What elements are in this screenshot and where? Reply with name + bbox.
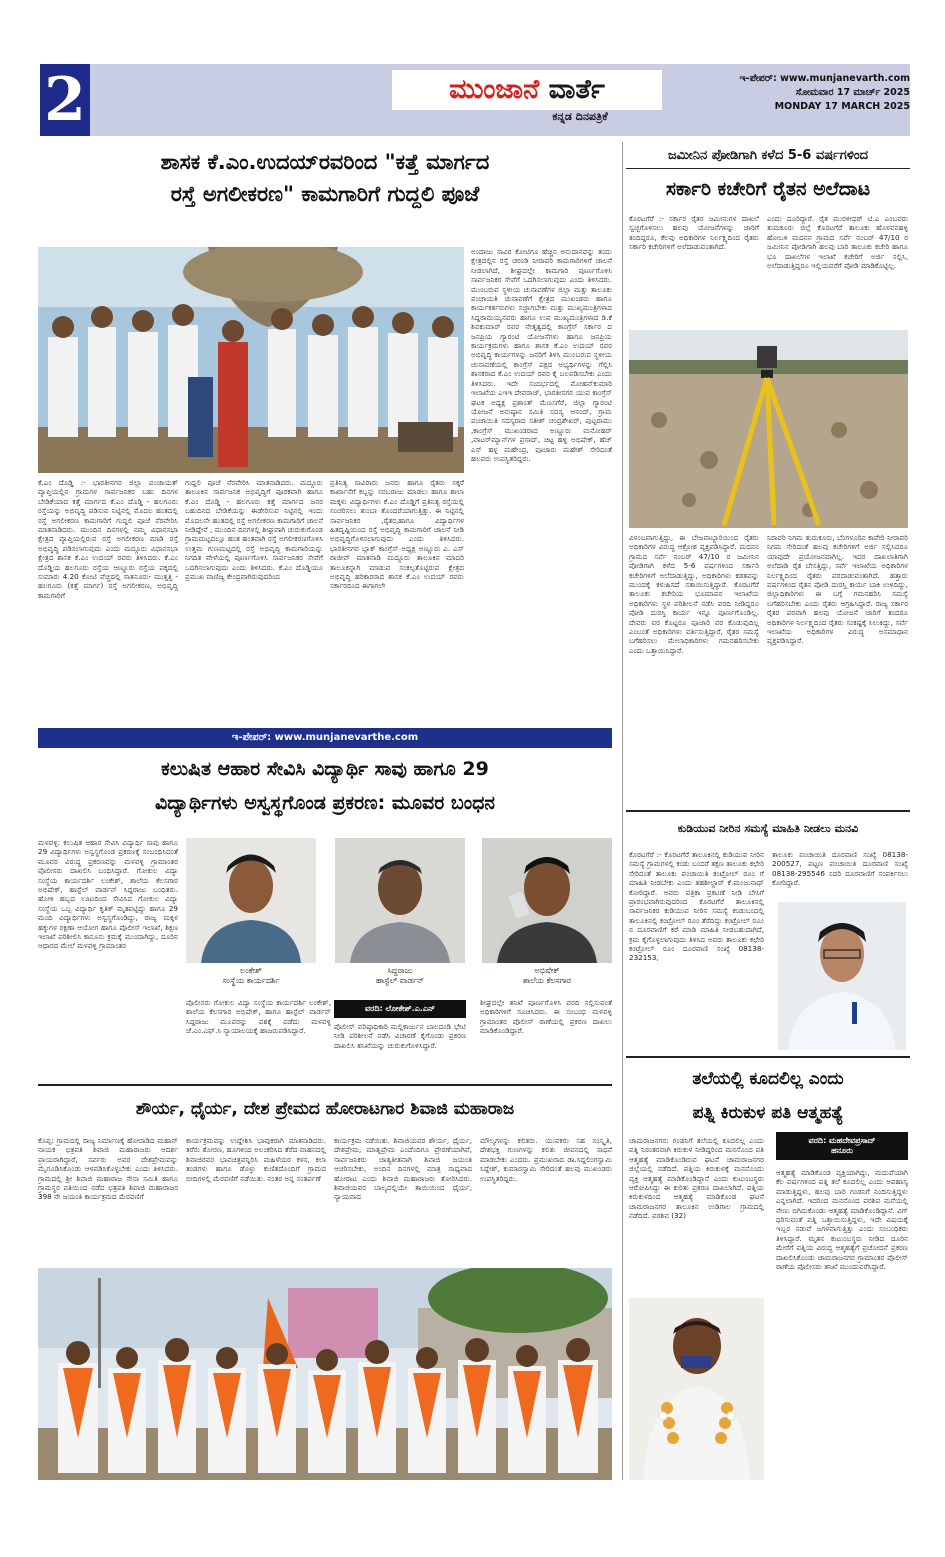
article6-col1: ಚಾಮರಾಜನಗರ: ಗಂಡನಿಗೆ ತಲೆಯಲ್ಲಿ ಕೂದಲಿಲ್ಲ ಎಂದು ಪತ್ನಿ ನಿರಂತರವಾಗಿ ಕಿರುಕುಳ ನೀಡಿದ್ದರಿಂದ ಮನನೊಂದ ಪತಿ ಆತ್ಮಹತ್ಯೆ ಮಾಡಿಕೊಂಡಿರುವ ಘಟನೆ ಚಾಮರಾಜನಗರ ಜಿಲ್ಲೆಯಲ್ಲಿ ನಡೆದಿದೆ. ಪತ್ನಿಯ ಕಿರುಕುಳಕ್ಕೆ ಮನನೊಂದು ವ್ಯಕ್ತಿ ಆತ್ಮಹತ್ಯೆ ಮಾಡಿಕೊಂಡಿದ್ದಾನೆ ಎಂದು ಕುಟುಂಬಸ್ಥರು ಆರೋಪಿಸಿದ್ದು ಈ ಕುರಿತು ಪ್ರಕರಣ ದಾಖಲಾಗಿದೆ. ಪತ್ನಿಯ ಕಿರುಕುಳದಿಂದ ಆತ್ಮಹತ್ಯೆ ಮಾಡಿಕೊಂಡ ಘಟನೆ ಚಾಮರಾಜನಗರ ತಾಲೂಕಿನ ಉಡಿಗಾಲ ಗ್ರಾಮದಲ್ಲಿ ನಡೆದಿದೆ. ಪರಶಿವ (32)	[629, 1136, 764, 1221]
article5-photo	[778, 902, 906, 1050]
article6-headline-line1: ತಲೆಯಲ್ಲಿ ಕೂದಲಿಲ್ಲ ಎಂದು	[692, 1069, 844, 1089]
procession-photo	[38, 1268, 612, 1480]
survey-tripod-photo	[629, 330, 908, 528]
article2-col3: ಪೊಲೀಸ್ ವರಿಷ್ಠಾಧಿಕಾರಿ ಮಲ್ಲಿಕಾರ್ಜುನ ಬಾಲದಂಡಿ ಭೇಟಿ ನೀಡಿ ಪರಿಶೀಲನೆ ನಡೆಸಿ ವಿಚಾರಣೆ ಕೈಗೊಂಡು ಪ್ರಕರಣ ದಾಖಲಿಸಿ ತನಿಖೆಯನ್ನು ಚುರುಕುಗೊಳಿಸಿದ್ದಾರೆ.	[334, 1022, 466, 1050]
article2-col4: ಶೀಘ್ರದಲ್ಲೇ ತನಿಖೆ ಪೂರ್ಣಗೊಳಿಸಿ ವರದಿ ಸಲ್ಲಿಸುವಂತೆ ಅಧಿಕಾರಿಗಳಿಗೆ ಸೂಚಿಸಿದರು. ಈ ಸಂಬಂಧ ಮಳವಳ್ಳಿ ಗ್ರಾಮಾಂತರ ಪೊಲೀಸ್ ಠಾಣೆಯಲ್ಲಿ ಪ್ರಕರಣ ದಾಖಲು ಮಾಡಿಕೊಂಡಿದ್ದಾರೆ.	[480, 998, 612, 1036]
person2-photo	[335, 838, 465, 963]
article6-top-rule	[626, 1056, 910, 1058]
victim-portrait	[629, 1298, 764, 1480]
article5-col1: ಕೊರಟಗೆರೆ :- ಕೊರಟಗೆರೆ ತಾಲೂಕಿನಲ್ಲಿ ಕುಡಿಯುವ ನೀರಿನ ಸಮಸ್ಯೆ ಗ್ರಾಮಗಳಲ್ಲಿ ಕಂಡು ಬಂದರೆ ತಕ್ಷಣ ತಾಲೂಕು ಕಛೇರಿ ಸೇರಿದಂತೆ ತಾಲೂಕು ಪಂಚಾಯಿತಿ ಕಂಟ್ರೋಲ್ ರೂಂ ಗೆ ಮಾಹಿತಿ ನೀಡಬೇಕು ಎಂದು ತಹಶೀಲ್ದಾರ್ ಕೆ.ಮಂಜುನಾಥ್ ಕೋರಿದ್ದಾರೆ. ಅವರು ಪತ್ರಿಕಾ ಪ್ರಕಟಣೆ ನೀಡಿ ಬೇಸಿಗೆ ಪ್ರಾರಂಭವಾಗಿರುವುದರಿಂದ ಕೊರಟಗೆರೆ ತಾಲೂಕಿನಲ್ಲಿ ಸಾರ್ವಜನಿಕರ ಕುಡಿಯುವ ನೀರಿನ ಸಮಸ್ಯೆ ಕಂಡುಬಂದಲ್ಲಿ ತಾಲೂಕಿನಲ್ಲಿ ಕಂಟ್ರೋಲ್ ರೂಂ ತೆರೆದಿದ್ದು ಕಂಟ್ರೋಲ್ ರೂಂ ನ ದೂರವಾಣಿಗೆ ಕರೆ ಮಾಡಿ ಮಾಹಿತಿ ನೀಡಬಹುದಾಗಿದೆ, ಕ್ರಮ ಕೈಗೊಳ್ಳಲಾಗುವುದು ತಿಳಿಸಿದ ಅವರು ತಾಲೂಕು ಕಛೇರಿ ಕಂಟ್ರೋಲ್ ರೂಂ ದೂರವಾಣಿ ಸಂಖ್ಯೆ 08138-232153,	[629, 850, 764, 963]
article4-kicker: ಜಮೀನಿನ ಪೋಡಿಗಾಗಿ ಕಳೆದ 5-6 ವರ್ಷಗಳಿಂದ	[626, 144, 910, 169]
person1-caption	[186, 966, 316, 986]
newspaper-subtitle: ಕನ್ನಡ ದಿನಪತ್ರಿಕೆ	[552, 110, 608, 123]
article6-byline	[776, 1132, 908, 1160]
article4-col1-top: ಕೊರಟಗೆರೆ :- ಸರ್ಕಾರ ರೈತರ ಜಮೀನುಗಳ ದಾಖಲೆ ಸ್ವಚ್ಛಗೊಳಿಸಲು ಹಲವು ಯೋಜನೆಗಳನ್ನು ಜಾರಿಗೆ ತಂದಿದ್ದರೂ, ಕೆಲವು ಅಧಿಕಾರಿಗಳ ನಿರ್ಲಕ್ಷ್ಯದಿಂದ ರೈತರು ಸರ್ಕಾರಿ ಕಚೇರಿಗಳಿಗೆ ಅಲೆದಾಡುವಂತಾಗಿದೆ.	[629, 214, 759, 252]
article2-headline-line1: ಕಲುಷಿತ ಆಹಾರ ಸೇವಿಸಿ ವಿದ್ಯಾರ್ಥಿ ಸಾವು ಹಾಗೂ 29	[161, 758, 489, 780]
article3-headline: ಶೌರ್ಯ, ಧೈರ್ಯ, ದೇಶ ಪ್ರೇಮದ ಹೋರಾಟಗಾರ ಶಿವಾಜಿ ಮಹಾರಾಜ	[135, 1099, 515, 1119]
article4-headline: ಸರ್ಕಾರಿ ಕಚೇರಿಗೆ ರೈತನ ಅಲೆದಾಟ	[665, 178, 871, 200]
article4-photo	[629, 330, 908, 528]
article4-col2-bottom: ನಿರಾವರಿ ನಿಗಮ ತುಮಕೂರು, ಬೆಂಗಳೂರಿನ ಕಾವೇರಿ ನೀರಾವರಿ ನಿಗಮ ಸೇರಿದಂತೆ ಹಲವು ಕಚೇರಿಗಳಿಗೆ ಅರ್ಜಿ ಸಲ್ಲಿಸಿದರೂ ಯಾವುದೇ ಪ್ರಯೋಜನವಾಗಿಲ್ಲ. ಇದರ ದಾಖಲಾತಿಗಾಗಿ ಅಲೆದಾಡಿ ರೈತ ಬೇಸತ್ತಿದ್ದು, ಸರ್ವೆ ಇಲಾಖೆಯ ಅಧಿಕಾರಿಗಳ ನಿರ್ಲಕ್ಷ್ಯದಿಂದ ರೈತರು ಪರದಾಡುವಂತಾಗಿದೆ. ಹತ್ತಾರು ವರ್ಷಗಳಿಂದ ರೈತನ ಪೋಡಿ ದುರಸ್ತಿ ಕಾರ್ಯ ಬಾಕಿ ಉಳಿದಿದ್ದು, ಜಿಲ್ಲಾಧಿಕಾರಿಗಳು ಈ ಬಗ್ಗೆ ಗಮನಹರಿಸಿ ಸಮಸ್ಯೆ ಬಗೆಹರಿಸಬೇಕು ಎಂದು ರೈತರು ಆಗ್ರಹಿಸಿದ್ದಾರೆ. ರಾಜ್ಯ ಸರ್ಕಾರ ರೈತರ ಪರವಾಗಿ ಹಲವು ಯೋಜನೆ ಜಾರಿಗೆ ತಂದರೂ ಅಧಿಕಾರಿಗಳ ನಿರ್ಲಕ್ಷ್ಯದಿಂದ ರೈತರು ಸಂಕಷ್ಟಕ್ಕೆ ಸಿಲುಕಿದ್ದು, ಸರ್ವೆ ಇಲಾಖೆಯ ಅಧಿಕಾರಿಗಳ ವಿರುದ್ಧ ಅಸಮಾಧಾನ ವ್ಯಕ್ತಪಡಿಸಿದ್ದಾರೆ.	[767, 533, 908, 646]
article3-col3: ಕಾರ್ಯಕ್ರಮ ನಡೆಯಿತು. ಶಿವಾಜಿಯವರ ಶೌರ್ಯ, ಧೈರ್ಯ, ದೇಶಪ್ರೇಮ, ಮಾತೃಪ್ರೇಮ ಎಂದೆಂದಿಗೂ ಪ್ರೇರಣೆಯಾಗಿವೆ, ಸಾರ್ವಜನಿಕರು ಜಾತ್ಯತೀತವಾಗಿ ಶಿವಾಜಿ ಜಯಂತಿ ಆಚರಿಸಬೇಕು, ಅಂದಿನ ದಿನಗಳಲ್ಲಿ ಮಾತ್ರ ಸಾಧ್ಯವಾದ ಹೋರಾಟ ಎಂದು ಶಿವಾಜಿ ಮಹಾರಾಜರು ತೋರಿಸಿದರು. ಶಿವಾಜಿಯವರ ಬಾಲ್ಯದಲ್ಲಿಯೇ ತಾಯಿಯಿಂದ ಧೈರ್ಯ, ನ್ಯಾಯವಾದ	[334, 1136, 472, 1202]
article5-top-rule	[626, 810, 910, 812]
person2-caption	[335, 966, 465, 986]
section-divider	[38, 1084, 612, 1086]
person1-role: ಸಂಸ್ಥೆಯ ಕಾರ್ಯದರ್ಶಿ	[222, 976, 280, 985]
article2-byline: ವರದಿ: ಲೋಕೇಶ್.ಎ.ಎನ್	[334, 1000, 466, 1018]
article1-headline-line1: ಶಾಸಕ ಕೆ.ಎಂ.ಉದಯ್‌ರವರಿಂದ "ಕತ್ತೆ ಮಾರ್ಗದ	[160, 150, 490, 174]
epaper-banner[interactable]: ಇ-ಪೇಪರ್: www.munjanevarthe.com	[38, 728, 612, 748]
person1-photo	[186, 838, 316, 963]
article1-col3: ಪ್ರತಿನಿತ್ಯ ಸಾವಿರಾರು ಜನರು ಹಾಗೂ ರೈತರು ಸಕ್ಕರೆ ಕಾರ್ಖಾನೆಗೆ ಕಬ್ಬನ್ನು ಸರಬರಾಜು ಮಾಡಲು ಹಾಗೂ ಶಾಲಾ ಮಕ್ಕಳು ವಿದ್ಯಾರ್ಥಿಗಳು ಕೆ.ಎಂ ದೊಡ್ಡಿಗೆ ಪ್ರತಿನಿತ್ಯ ರಸ್ತೆಯಲ್ಲಿ ಸಂಚರಿಸಲು ತುಂಬಾ ತೊಂದರೆಯಾಗುತ್ತಿತ್ತು. ಈ ನಿಟ್ಟಿನಲ್ಲಿ ಸಾರ್ವಜನಿಕರ ,ರೈತರ,ಹಾಗೂ ವಿದ್ಯಾರ್ಥಿಗಳ ಹಿತದೃಷ್ಟಿಯಿಂದ ರಸ್ತೆ ಅಭಿವೃದ್ಧಿ ಕಾಮಗಾರಿಗೆ ಚಾಲನೆ ನೀಡಿ ಅಭಿವೃದ್ಧಿಗೊಳಿಸಲಾಗುವುದು ಎಂದು ತಿಳಿಸಿದರು. ಭಾರತೀನಗರ ಬ್ಲಾಕ್ ಕಾಂಗ್ರೆಸ್ ಅಧ್ಯಕ್ಷ ಅಣ್ಣೂರು ಎ. ಎಸ್ ರಾಜೀವ್ ಮಾತನಾಡಿ ಮದ್ದೂರು ತಾಲೂಕಿನ ಮಾದರಿ ತಾಲೂಕನ್ನಾಗಿ ಮಾಡುವ ಸಂಕಲ್ಪತೊಟ್ಟಿರುವ ಕ್ಷೇತ್ರದ ಅಭಿವೃದ್ಧಿ ಹರಿಕಾರರಾದ ಶಾಸಕ ಕೆ.ಎಂ ಉದಯ್ ರವರು ಸರ್ಕಾರದಿಂದ ಈಗಾಗಲೇ	[330, 478, 464, 591]
date-kannada: ಸೋಮವಾರ 17 ಮಾರ್ಚ್ 2025	[795, 87, 910, 98]
article2-col2: ಪೊಲೀಸರು ಗೋಕುಲ ವಿದ್ಯಾ ಸಂಸ್ಥೆಯ ಕಾರ್ಯದರ್ಶಿ ಲಂಕೇಶ್, ಶಾಲೆಯ ಕೆಲಸಗಾರ ಅಭಿಷೇಕ್, ಹಾಗೂ ಹಾಸ್ಟೆಲ್ ವಾರ್ಡನ್ ಸಿದ್ದರಾಜು ಮೂವರನ್ನು ವಶಕ್ಕೆ ಪಡೆದು ಮಳವಳ್ಳಿ ಜೆ.ಎಂ.ಎಫ್.ಸಿ ನ್ಯಾಯಾಲಯಕ್ಕೆ ಹಾಜರುಪಡಿಸಿದ್ದಾರೆ.	[186, 998, 331, 1036]
official-portrait	[778, 902, 906, 1050]
person3-caption	[482, 966, 612, 986]
article2-headline-line2: ವಿದ್ಯಾರ್ಥಿಗಳು ಅಸ್ವಸ್ಥಗೊಂಡ ಪ್ರಕರಣ: ಮೂವರ ಬಂಧನ	[154, 792, 495, 814]
title-part-1: ಮುಂಜಾನೆ	[449, 74, 540, 105]
article6-photo	[629, 1298, 764, 1480]
article1-col1: ಕೆ.ಎಂ ದೊಡ್ಡಿ :- ಭಾರತೀನಗರ ಜಿಲ್ಲಾ ಪಂಚಾಯತ್ ವ್ಯಾಪ್ತಿಯಲ್ಲಿನ ಗ್ರಾಮಗಳ ಸಾರ್ವಜನಿಕರ ಬಹು ದಿನಗಳ ಬೇಡಿಕೆಯಾದ ಕತ್ತೆ ಮಾರ್ಗದ ಕೆ.ಎಂ ದೊಡ್ಡಿ - ಹಲಗೂರು ರಸ್ತೆಯನ್ನು ಅಭಿವೃದ್ಧಿ ಪಡಿಸುವ ನಿಟ್ಟಿನಲ್ಲಿ ಮೊದಲ ಹಂತದಲ್ಲಿ ರಸ್ತೆ ಅಗಲೀಕರಣ ಕಾಮಗಾರಿಗೆ ಗುದ್ದಲಿ ಪೂಜೆ ನೆರವೇರಿಸಿ ಮಾತನಾಡಿದರು. ಮುಂದಿನ ದಿನಗಳಲ್ಲಿ ನಮ್ಮ ವಿಧಾನಸಭಾ ಕ್ಷೇತ್ರದ ವ್ಯಾಪ್ತಿಯಲ್ಲಿರುವ ರಸ್ತೆ ಅಗಲೀಕರಣ ಮಾಡಿ ರಸ್ತೆ ಅಭಿವೃದ್ಧಿ ಪಡಿಸಲಾಗುವುದು ಎಂದು ಮದ್ದೂರು ವಿಧಾನಸಭಾ ಕ್ಷೇತ್ರದ ಶಾಸಕ ಕೆ.ಎಂ ಉದಯ್ ರವರು ತಿಳಿಸಿದರು. ಕೆ.ಎಂ ದೊಡ್ಡಿಯ ಹಲಗೂರು ರಸ್ತೆಯ ಆಣ್ಣೂರು ರಸ್ತೆಯ ಪಕ್ಕದಲ್ಲಿ ಸುಮಾರು 4.20 ಕೋಟಿ ವೆಚ್ಚದಲ್ಲಿ ಸಾತನೂರು- ಮುತ್ತತ್ತಿ - ಹಲಗೂರು (ಕತ್ತೆ ಮಾರ್ಗ) ರಸ್ತೆ ಅಗಲೀಕರಣ, ಅಭಿವೃದ್ಧಿ ಕಾಮಗಾರಿಗೆ	[38, 478, 178, 600]
article6-byline-line2: ಹನೂರು	[831, 1146, 853, 1155]
article6-byline-line1: ವರದಿ: ಮಹದೇವಪ್ರಸಾದ್	[808, 1136, 876, 1145]
column-divider	[622, 142, 623, 1480]
article3-col4: ಮೌಲ್ಯಗಳನ್ನು ಕಲಿತರು. ಯುವಕರು ಸಹ ಸಂಸ್ಕೃತಿ, ದೇಶಭಕ್ತಿ ಗುಣಗಳನ್ನು ಕಲಿತು ಜೀವನದಲ್ಲಿ ಸಾಧನೆ ಮಾಡಬೇಕು ಎಂದರು. ಪ್ರಮುಖರಾದ ಡಾ.ಸಿದ್ದಲಿಂಗಸ್ವಾಮಿ ಸಿದ್ದೇಶ್, ಕುಮಾರಸ್ವಾಮಿ ಸೇರಿದಂತೆ ಹಲವು ಮುಖಂಡರು ಉಪಸ್ಥಿತರಿದ್ದರು.	[480, 1136, 612, 1183]
person2-name: ಸಿದ್ದರಾಜು	[387, 966, 413, 975]
title-part-2: ವಾರ್ತೆ	[548, 74, 605, 105]
article4-col2-top: ಎಂದು ದೂರಿದ್ದಾರೆ. ರೈತ ಮುರಳೀಧರ್ ಟಿ.ಎ ಎಂಬವರು ತುಮಕೂರು ಜಿಲ್ಲೆ ಕೊರಟಗೆರೆ ತಾಲೂಕು ಹೊಳವನಹಳ್ಳಿ ಹೋಬಳಿ ಮದನನ ಗ್ರಾಮದ ಸರ್ವೆ ನಂಬರ್ 47/10 ರ ಜಮೀನಿನ ಪೋಡಿಗಾಗಿ ಹಲವು ಬಾರಿ ತಾಲೂಕು ಕಚೇರಿ ಹಾಗೂ ಭೂ ದಾಖಲೆಗಳ ಇಲಾಖೆ ಕಚೇರಿಗೆ ಅರ್ಜಿ ಸಲ್ಲಿಸಿ, ಅಲೆದಾಡುತ್ತಿದ್ದರೂ ಇಲ್ಲಿಯವರೆಗೆ ಪೋಡಿ ಮಾಡಿಕೊಟ್ಟಿಲ್ಲ.	[767, 214, 908, 271]
article5-col2: ತಾಲೂಕು ಪಂಚಾಯಿತಿ ದೂರವಾಣಿ ಸಂಖ್ಯೆ 08138-200527, ಪಟ್ಟಣ ಪಂಚಾಯಿತಿ ದೂರವಾಣಿ ಸಂಖ್ಯೆ 08138-295546 ಸದರಿ ದೂರವಾಣಿಗೆ ಸಂಪರ್ಕಿಸಲು ಕೋರಿದ್ದಾರೆ.	[772, 850, 908, 888]
article3-photo	[38, 1268, 612, 1480]
portrait-3	[482, 838, 612, 963]
masthead-info	[680, 72, 910, 114]
article1-col2: ಗುದ್ದಲಿ ಪೂಜೆ ನೆರವೇರಿಸಿ ಮಾತನಾಡಿದರು. ಮದ್ದೂರು ತಾಲೂಕಿನ ಸಾರ್ವಜನಿಕ ಅಭಿವೃದ್ಧಿಗೆ ಪೂರಕವಾಗಿ ಹಾಗೂ ಕೆ.ಎಂ ದೊಡ್ಡಿ - ಹಲಗೂರು ಕತ್ತೆ ಮಾರ್ಗದ ಜನರ ಬಹುದಿನದ ಬೇಡಿಕೆಯನ್ನು ಈಡೇರಿಸುವ ನಿಟ್ಟಿನಲ್ಲಿ ಇಂದು ಮೊದಲನೇ ಹಂತದಲ್ಲಿ ರಸ್ತೆ ಅಗಲೀಕರಣ ಕಾಮಗಾರಿಗೆ ಚಾಲನೆ ನೀಡಿದ್ದೇನೆ , ಮುಂದಿನ ದಿನಗಳಲ್ಲಿ ಶೀಘ್ರವಾಗಿ ಚುರುಕುಗೊಂಡ ಗ್ರಾಮಮಟ್ಟದಲ್ಲೂ ಹಂತ ಹಂತವಾಗಿ ರಸ್ತೆ ಅಗಲೀಕರಣಗೊಳಿಸಿ ಉತ್ತಮ ಗುಣಮಟ್ಟದಲ್ಲಿ ರಸ್ತೆ ಅಭಿವೃದ್ಧಿ ಕಾಮಗಾರಿಯನ್ನು ನಿಗದಿತ ವೇಳೆಯಲ್ಲಿ ಪೂರ್ಣಗೊಳಿಸಿ ಸಾರ್ವಜನಿಕರ ಸೇವೆಗೆ ಒದಗಿಸಲಾಗುವುದು ಎಂದು ತಿಳಿಸಿದರು. ಕೆ.ಎಂ ದೊಡ್ಡಿಯೂ ಪ್ರಮುಖ ವಾಣಿಜ್ಯ ಕೇಂದ್ರವಾಗಿರುವುದರಿಂದ	[185, 478, 323, 582]
person1-name: ಲಂಕೇಶ್	[240, 966, 262, 975]
person3-photo	[482, 838, 612, 963]
article1-headline	[38, 146, 612, 210]
article6-col2: ಆತ್ಮಹತ್ಯೆ ಮಾಡಿಕೊಂಡ ವ್ಯಕ್ತಿಯಾಗಿದ್ದು, ಮದುವೆಯಾಗಿ ಕೆಲ ವರ್ಷಗಳಿಂದ ಪತ್ನಿ ತಲೆ ಕೂದಲಿಲ್ಲ ಎಂದು ಅಪಹಾಸ್ಯ ಮಾಡುತ್ತಿದ್ದಳು, ಹಲವು ಬಾರಿ ಗಂಡನಿಗೆ ನಿಂದಿಸುತ್ತಿದ್ದಳು ಎನ್ನಲಾಗಿದೆ. ಇದರಿಂದ ಮನನೊಂದ ಪರಶಿವ ಮನೆಯಲ್ಲಿ ನೇಣು ಬಿಗಿದುಕೊಂಡು ಆತ್ಮಹತ್ಯೆ ಮಾಡಿಕೊಂಡಿದ್ದಾನೆ. ವಿಗ್ ಧರಿಸುವಂತೆ ಪತ್ನಿ ಒತ್ತಾಯಿಸುತ್ತಿದ್ದಳು, ಇದೇ ವಿಷಯಕ್ಕೆ ಇಬ್ಬರ ನಡುವೆ ಜಗಳವಾಗುತ್ತಿತ್ತು ಎಂದು ಸಂಬಂಧಿಕರು ತಿಳಿಸಿದ್ದಾರೆ. ಮೃತನ ಕುಟುಂಬಸ್ಥರು ನೀಡಿದ ದೂರಿನ ಮೇರೆಗೆ ಪತ್ನಿಯ ವಿರುದ್ಧ ಆತ್ಮಹತ್ಯೆಗೆ ಪ್ರಚೋದನೆ ಪ್ರಕರಣ ದಾಖಲಿಸಿಕೊಂಡು ಚಾಮರಾಜನಗರ ಗ್ರಾಮಾಂತರ ಪೊಲೀಸ್ ಠಾಣೆಯ ಪೊಲೀಸರು ತನಿಖೆ ಮುಂದುವರೆಸಿದ್ದಾರೆ.	[776, 1168, 908, 1272]
article6-headline-line2: ಪತ್ನಿ ಕಿರುಕುಳ ಪತಿ ಆತ್ಮಹತ್ಯೆ	[692, 1103, 844, 1123]
person3-name: ಅಭಿಷೇಕ್	[534, 966, 560, 975]
article1-headline-line2: ರಸ್ತೆ ಅಗಲೀಕರಣ" ಕಾಮಗಾರಿಗೆ ಗುದ್ದಲಿ ಪೂಜೆ	[170, 182, 480, 206]
article5-headline: ಕುಡಿಯುವ ನೀರಿನ ಸಮಸ್ಯೆ ಮಾಹಿತಿ ನೀಡಲು ಮನವಿ	[677, 822, 859, 835]
article2-col1: ಮಳವಳ್ಳಿ: ಕಲುಷಿತ ಆಹಾರ ಸೇವಿಸಿ ವಿದ್ಯಾರ್ಥಿ ಸಾವು ಹಾಗೂ 29 ವಿದ್ಯಾರ್ಥಿಗಳು ಅಸ್ವಸ್ಥಗೊಂಡ ಪ್ರಕರಣಕ್ಕೆ ಸಂಬಂಧಿಸಿದಂತೆ ಮೂವರ ವಿರುದ್ಧ ಪ್ರಕರಣವನ್ನು ಮಳವಳ್ಳಿ ಗ್ರಾಮಾಂತರ ಪೊಲೀಸರು ದಾಖಲಿಸಿ ಬಂಧಿಸಿದ್ದಾರೆ. ಗೋಕುಲ ವಿದ್ಯಾ ಸಂಸ್ಥೆಯ ಕಾರ್ಯದರ್ಶಿ ಲಂಕೇಶ್, ಶಾಲೆಯ ಕೆಲಸಗಾರ ಅಭಿಷೇಕ್, ಹಾಸ್ಟೆಲ್ ವಾರ್ಡನ್ ಸಿದ್ದರಾಜು ಬಂಧಿತರು. ಹೋಳಿ ಹಬ್ಬದ ಊಟದಿಂದ ಸೇವಿಸಿದ ಗೋಕುಲ ವಿದ್ಯಾ ಸಂಸ್ಥೆಯ ಒಬ್ಬ ವಿದ್ಯಾರ್ಥಿ ಕೃತಿಕ್ ಮೃತಪಟ್ಟಿದ್ದು ಹಾಗೂ 29 ಮಂದಿ ವಿದ್ಯಾರ್ಥಿಗಳು ಅಸ್ವಸ್ಥಗೊಂಡಿದ್ದು, ರಾಜ್ಯ ಮಕ್ಕಳ ಹಕ್ಕುಗಳ ರಕ್ಷಣಾ ಆಯೋಗ ಹಾಗೂ ಪೊಲೀಸ್ ಇಲಾಖೆ, ಶಿಕ್ಷಣ ಇಲಾಖೆ ಪರಿಶೀಲಿಸಿ ಕಾನೂನು ಕ್ರಮಕ್ಕೆ ಮುಂದಾಗಿದ್ದು, ದೂರಿನ ಆಧಾರದ ಮೇಲೆ ಮಳವಳ್ಳಿ ಗ್ರಾಮಾಂತರ	[38, 838, 178, 951]
date-english: MONDAY 17 MARCH 2025	[774, 101, 910, 112]
article3-col2: ಕಾರ್ಯಕ್ರಮವನ್ನು ಉದ್ದೇಶಿಸಿ ಭಾವುಕರಾಗಿ ಮಾತನಾಡಿದರು. ತರೆರು ತೋರಣ, ಹೂಗಳಿಂದ ಅಲಂಕರಿಸಿದ ತೆರೆದ ವಾಹನದಲ್ಲಿ ಶಿವಾಜಿರವರ ಭಾವಚಿತ್ರವನ್ನಿರಿಸಿ ಮಹಿಳೆಯರ ಕಳಸ, ಕಲಾ ತಂಡಗಳು ಹಾಗೂ ಡೊಳ್ಳು ಕುಣಿತದೊಂದಿಗೆ ಗ್ರಾಮದ ಬೀದಿಗಳಲ್ಲಿ ಮೆರವಣಿಗೆ ನಡೆಯಿತು. ನಂತರ ಅನ್ನ ಸಂತರ್ಪಣೆ	[186, 1136, 326, 1183]
person3-role: ಶಾಲೆಯ ಕೆಲಸಗಾರ	[522, 976, 572, 985]
article1-photo	[38, 247, 464, 473]
article3-col1: ಕೊಪ್ಪ: ಗ್ರಾಮದಲ್ಲಿ ರಾಜ್ಯ ನಿರ್ಮಾಣಕ್ಕೆ ಹೋರಾಡಿದ ಮಹಾನ್ ನಾಯಕ ಛತ್ರಪತಿ ಶಿವಾಜಿ ಮಹಾರಾಜರು ಆದರ್ಶ ಪ್ರಾಯರಾಗಿದ್ದಾರೆ, ಸರ್ವರು ಅವರ ದೇಶಪ್ರೇಮವನ್ನು ಮೈಗೂಡಿಸಿಕೊಂಡು ಆಳವಡಿಸಿಕೊಳ್ಳಬೇಕು ಎಂದು ತಿಳಿಸಿದರು. ಗ್ರಾಮದಲ್ಲಿ ಶ್ರೀ ಶಿವಾಜಿ ಮಹಾರಾಜ ಸೇನಾ ಸಮಿತಿ ಹಾಗೂ ಗ್ರಾಮಸ್ಥರ ವತಿಯಿಂದ ನಡೆದ ಛತ್ರಪತಿ ಶಿವಾಜಿ ಮಹಾರಾಜರ 398 ನೇ ಜಯಂತಿ ಕಾರ್ಯಕ್ರಮದ ಮೆರವಣಿಗೆ	[38, 1136, 178, 1202]
person2-role: ಹಾಸ್ಟೆಲ್ ವಾರ್ಡನ್	[375, 976, 425, 985]
portrait-2	[335, 838, 465, 963]
portrait-1	[186, 838, 316, 963]
website-link[interactable]: ಇ-ಪೇಪರ್: www.munjanevarth.com	[739, 73, 910, 84]
article4-col1-bottom: ವಿಳಂಬವಾಗುತ್ತಿದ್ದು, ಈ ಬೇಜವಾಬ್ದಾರಿಯಿಂದ ರೈತರು ಅಧಿಕಾರಿಗಳ ವಿರುದ್ಧ ಆಕ್ರೋಶ ವ್ಯಕ್ತಪಡಿಸಿದ್ದಾರೆ. ಮದನನ ಗ್ರಾಮದ ಸರ್ವೆ ನಂಬರ್ 47/10 ರ ಜಮೀನಿನ ಪೋಡಿಗಾಗಿ ಕಳೆದ 5-6 ವರ್ಷಗಳಿಂದ ಸರ್ಕಾರಿ ಕಚೇರಿಗಳಿಗೆ ಅಲೆದಾಡುತ್ತಿದ್ದು, ಅಧಿಕಾರಿಗಳು ಕಡತವನ್ನು ಮುಂದಕ್ಕೆ ಕಳುಹಿಸದೆ ಸತಾಯಿಸುತ್ತಿದ್ದಾರೆ. ಕೊರಟಗೆರೆ ತಾಲೂಕು ಕಚೇರಿಯ ಭೂಮಾಪನ ಇಲಾಖೆಯ ಅಧಿಕಾರಿಗಳು ಸ್ಥಳ ಪರಿಶೀಲನೆ ನಡೆಸಿ ವರದಿ ನೀಡಿದ್ದರೂ ಪೋಡಿ ದುರಸ್ತಿ ಕಾರ್ಯ ಇನ್ನೂ ಪೂರ್ಣಗೊಂಡಿಲ್ಲ. ದೇವರು ವರ ಕೊಟ್ಟರೂ ಪೂಜಾರಿ ವರ ಕೊಡುವುದಿಲ್ಲ ಎಂಬಂತೆ ಅಧಿಕಾರಿಗಳು ವರ್ತಿಸುತ್ತಿದ್ದಾರೆ, ರೈತರ ಸಮಸ್ಯೆ ಬಗೆಹರಿಸಲು ಮೇಲಾಧಿಕಾರಿಗಳು ಗಮನಹರಿಸಬೇಕು ಎಂದು ಒತ್ತಾಯಿಸಿದ್ದಾರೆ.	[629, 533, 759, 655]
page-number: 2	[40, 64, 90, 136]
article2-headline	[38, 752, 612, 820]
newspaper-title	[392, 70, 662, 110]
article1-right-column: ಅಂದಾಜು ಸಾವಿರ ಕೋಟಿಗೂ ಹೆಚ್ಚಿನ ಅನುದಾನವನ್ನು ತಂದು ಕ್ಷೇತ್ರದಲ್ಲಿನ ರಸ್ತೆ ಚರಂಡಿ ನೀರಾವರಿ ಕಾಮಗಾರಿಗಳಿಗೆ ಚಾಲನೆ ನೀಡಲಾಗಿದೆ, ಶೀಘ್ರದಲ್ಲೇ ಕಾಮಗಾರಿ ಪೂರ್ಣಗೊಳಿಸಿ ಸಾರ್ವಜನಿಕರ ಸೇವೆಗೆ ಒದಗಿಸಲಾಗುವುದು ಎಂದು ತಿಳಿಸಿದರು. ಮುಂಬರುವ ಸ್ಥಳೀಯ ಚುನಾವಣೆಗಳ ಜಿಲ್ಲಾ ಮತ್ತು ತಾಲೂಕು ಪಂಚಾಯತಿ ಚುನಾವಣೆಗೆ ಕ್ಷೇತ್ರದ ಮುಖಂಡರು ಹಾಗೂ ಕಾರ್ಯಕರ್ತರುಗಳು ಸಜ್ಜಾಗಬೇಕು ಮತ್ತು ಮುಖ್ಯಮಂತ್ರಿಗಳಾದ ಸಿದ್ದರಾಮಯ್ಯನವರು ಹಾಗೂ ಉಪ ಮುಖ್ಯಮಂತ್ರಿಗಳಾದ ಡಿ.ಕೆ ಶಿವಕುಮಾರ್ ರವರ ನೇತೃತ್ವದಲ್ಲಿ ಕಾಂಗ್ರೆಸ್ ಸರ್ಕಾರ ದ ಜನಪ್ರಿಯ ಗ್ಯಾರಂಟಿ ಯೋಜನೆಗಳು ಹಾಗೂ ಜನಪ್ರಿಯ ಕಾರ್ಯಕ್ರಮಗಳು ಹಾಗೂ ಶಾಸಕ ಕೆ.ಎಂ ಉದಯ್ ರವರ ಅಭಿವೃದ್ಧಿ ಕಾರ್ಯಗಳನ್ನು ಜನರಿಗೆ ತಿಳಿಸಿ ಮುಂಬರುವ ಸ್ಥಳೀಯ ಚುನಾವಣೆಯಲ್ಲಿ ಕಾಂಗ್ರೆಸ್ ಪಕ್ಷದ ಅಭ್ಯರ್ಥಿಗಳನ್ನು ಗೆಲ್ಲಿಸಿ ಶಾಸಕರಾದ ಕೆ.ಎಂ ಉದಯ್ ರವರ ಕೈ ಬಲಪಡಿಸಬೇಕು ಎಂದು ತಿಳಿಸಿದರು. ಇದೇ ಸಂದರ್ಭದಲ್ಲಿ ಮೋಹನ್‌ಕುಮಾರಿ ಇಲಾಖೆಯ ಎಇಇ ದೇವರಾಜ್, ಭಾರತೀನಗರ ಯುವ ಕಾಂಗ್ರೆಸ್ ಘಟಕ ಅಧ್ಯಕ್ಷ ಪ್ರಶಾಂತ್ ಮೆಣಸಗೆರೆ, ಜಿಲ್ಲಾ ಗ್ಯಾರಂಟಿ ಯೋಜನೆ ಅನುಷ್ಠಾನ ಸಮಿತಿ ಸದಸ್ಯ ಆನಂದ್, ಗ್ರಾಮ ಪಂಚಾಯಿತಿ ಸದಸ್ಯರಾದ ಸತೀಶ್ ಚಂದ್ರಶೇಖರ್, ಪುಟ್ಟರಾಮು ,ಕಾಂಗ್ರೆಸ್ ಮುಖಂಡರಾದ ಅಣ್ಣೂರು ಮನೋಹರ್ ,ವಾಟರ್‌ಮ್ಯಾನ್‌ಗಳ ಪ್ರಸಾದ್, ಚಿಟ್ಟ ಹಳ್ಳಿ ಅಭಿಷೇಕ್, ಹೆಚ್ ಎಸ್ ಹಳ್ಳ ಮಹೇಂದ್ರ, ಪೂಜಾರು ಮಹೇಶ್ ಸೇರಿದಂತೆ ಹಲವರು ಉಪಸ್ಥಿತರಿದ್ದರು.	[471, 247, 612, 463]
article6-headline	[626, 1062, 910, 1130]
road-ceremony-photo	[38, 247, 464, 473]
